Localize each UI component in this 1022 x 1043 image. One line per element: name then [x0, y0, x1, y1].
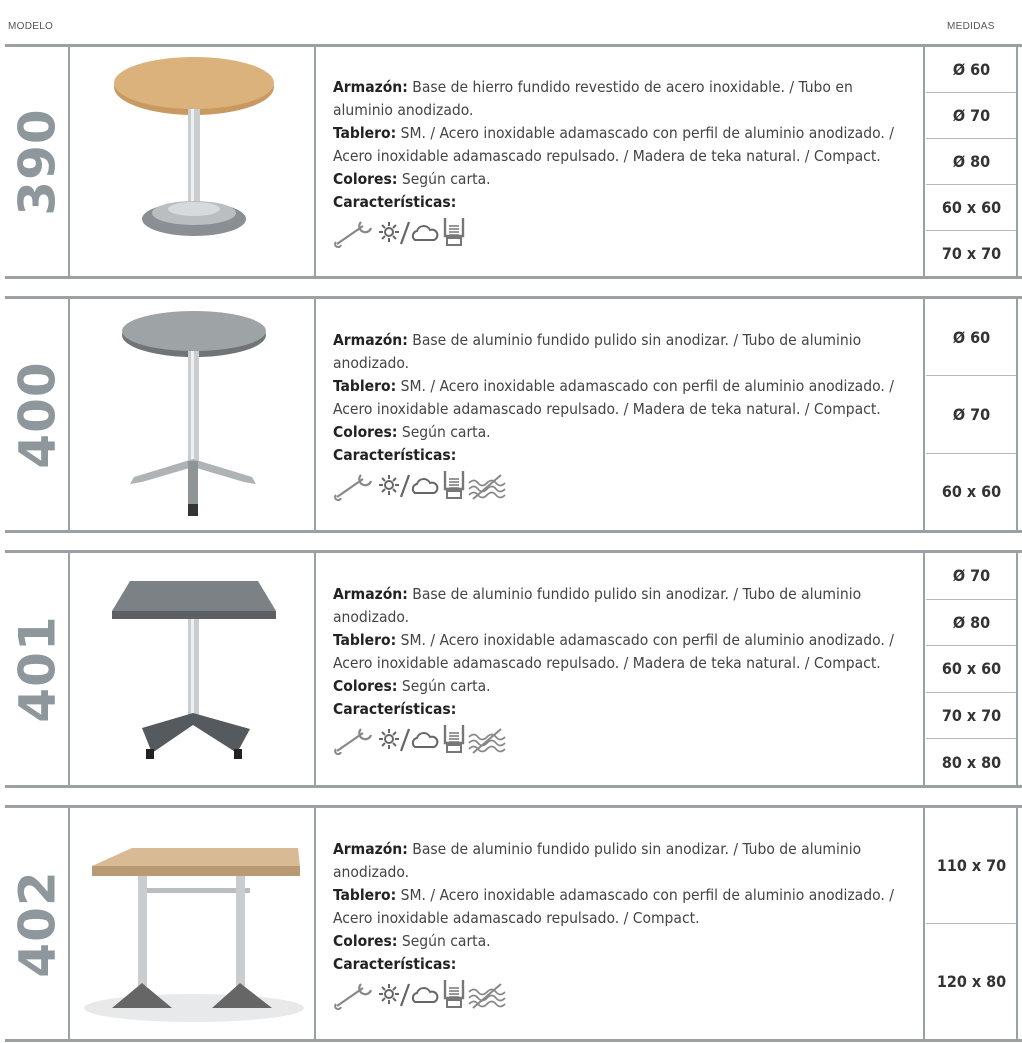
wrench-icon	[333, 234, 379, 252]
frame-text: Armazón: Base de aluminio fundido pulido sin anodizar. / Tubo de aluminio anodizado.	[333, 585, 862, 626]
size-cell: 70 x 70	[926, 692, 1017, 739]
product-image	[72, 299, 316, 531]
frame-text: Armazón: Base de hierro fundido revestido de acero inoxidable. / Tubo en aluminio anodizado.	[333, 77, 853, 119]
product-row-400	[5, 296, 1022, 533]
product-description	[333, 47, 913, 276]
model-number: 402	[8, 869, 67, 978]
frame-text: Armazón: Base de aluminio fundido pulido sin anodizar. / Tubo de aluminio anodizado.	[333, 839, 862, 881]
product-image	[72, 808, 316, 1040]
sun-cloud-icon	[379, 487, 441, 505]
stackable-icon	[441, 996, 467, 1014]
top-text: Tablero: SM. / Acero inoxidable adamascado con perfil de aluminio anodizado. / Acero inoxidable adamascado repulsado. / Madera de teka natural. / Compact.	[333, 631, 894, 672]
size-cell: Ø 60	[952, 327, 991, 347]
size-cell: 60 x 60	[926, 453, 1017, 530]
size-cell: 60 x 60	[926, 184, 1017, 230]
size-cell: Ø 60	[952, 60, 991, 79]
top-text: Tablero: SM. / Acero inoxidable adamascado con perfil de aluminio anodizado. / Acero inoxidable adamascado repulsado. / Madera de teka natural. / Compact.	[333, 376, 894, 418]
sun-cloud-icon	[379, 996, 441, 1014]
size-cell: 80 x 80	[926, 738, 1017, 785]
product-row-401	[5, 550, 1022, 788]
top-text: Tablero: SM. / Acero inoxidable adamascado con perfil de aluminio anodizado. / Acero inoxidable adamascado repulsado. / Compact.	[333, 885, 894, 927]
features-label: Características:	[333, 192, 457, 211]
sizes-list	[926, 808, 1017, 1039]
model-number: 401	[8, 615, 67, 723]
product-image	[72, 553, 316, 785]
size-cell: Ø 70	[952, 566, 991, 586]
product-image	[72, 47, 316, 279]
product-row-402	[5, 805, 1022, 1042]
top-text: Tablero: SM. / Acero inoxidable adamascado con perfil de aluminio anodizado. / Acero inoxidable adamascado repulsado. / Madera de teka natural. / Compact.	[333, 123, 894, 165]
size-cell: Ø 80	[926, 599, 1017, 646]
stackable-icon	[441, 234, 467, 252]
feature-icons	[333, 723, 913, 755]
sea-icon	[467, 996, 507, 1014]
sun-cloud-icon	[379, 741, 441, 759]
colors-text: Colores: Según carta.	[333, 169, 491, 188]
feature-icons	[333, 469, 913, 501]
product-description	[333, 299, 913, 530]
sea-icon	[467, 487, 507, 505]
features-label: Características:	[333, 954, 457, 973]
feature-icons	[333, 216, 913, 248]
features-label: Características:	[333, 445, 457, 464]
size-cell: Ø 80	[926, 138, 1017, 184]
wrench-icon	[333, 996, 379, 1014]
wrench-icon	[333, 487, 379, 505]
product-description	[333, 808, 913, 1039]
sizes-list	[926, 47, 1017, 276]
model-column-header: MODELO	[8, 21, 54, 32]
sizes-list	[926, 299, 1017, 530]
colors-text: Colores: Según carta.	[333, 931, 491, 950]
size-cell: 120 x 80	[926, 923, 1017, 1039]
sea-icon	[467, 741, 507, 759]
size-cell: Ø 70	[926, 92, 1017, 138]
sizes-list	[926, 553, 1017, 785]
colors-text: Colores: Según carta.	[333, 677, 491, 695]
wrench-icon	[333, 741, 379, 759]
size-cell: 70 x 70	[926, 230, 1017, 276]
stackable-icon	[441, 487, 467, 505]
product-description	[333, 553, 913, 785]
feature-icons	[333, 978, 913, 1010]
size-cell: 110 x 70	[936, 856, 1007, 875]
product-row-390	[5, 44, 1022, 279]
frame-text: Armazón: Base de aluminio fundido pulido sin anodizar. / Tubo de aluminio anodizado.	[333, 330, 862, 372]
sizes-column-header: MEDIDAS	[947, 21, 995, 32]
size-cell: 60 x 60	[926, 645, 1017, 692]
features-label: Características:	[333, 700, 457, 718]
size-cell: Ø 70	[926, 375, 1017, 452]
model-number: 400	[8, 360, 67, 469]
sun-cloud-icon	[379, 234, 441, 252]
stackable-icon	[441, 741, 467, 759]
colors-text: Colores: Según carta.	[333, 422, 491, 441]
model-number: 390	[8, 107, 67, 216]
